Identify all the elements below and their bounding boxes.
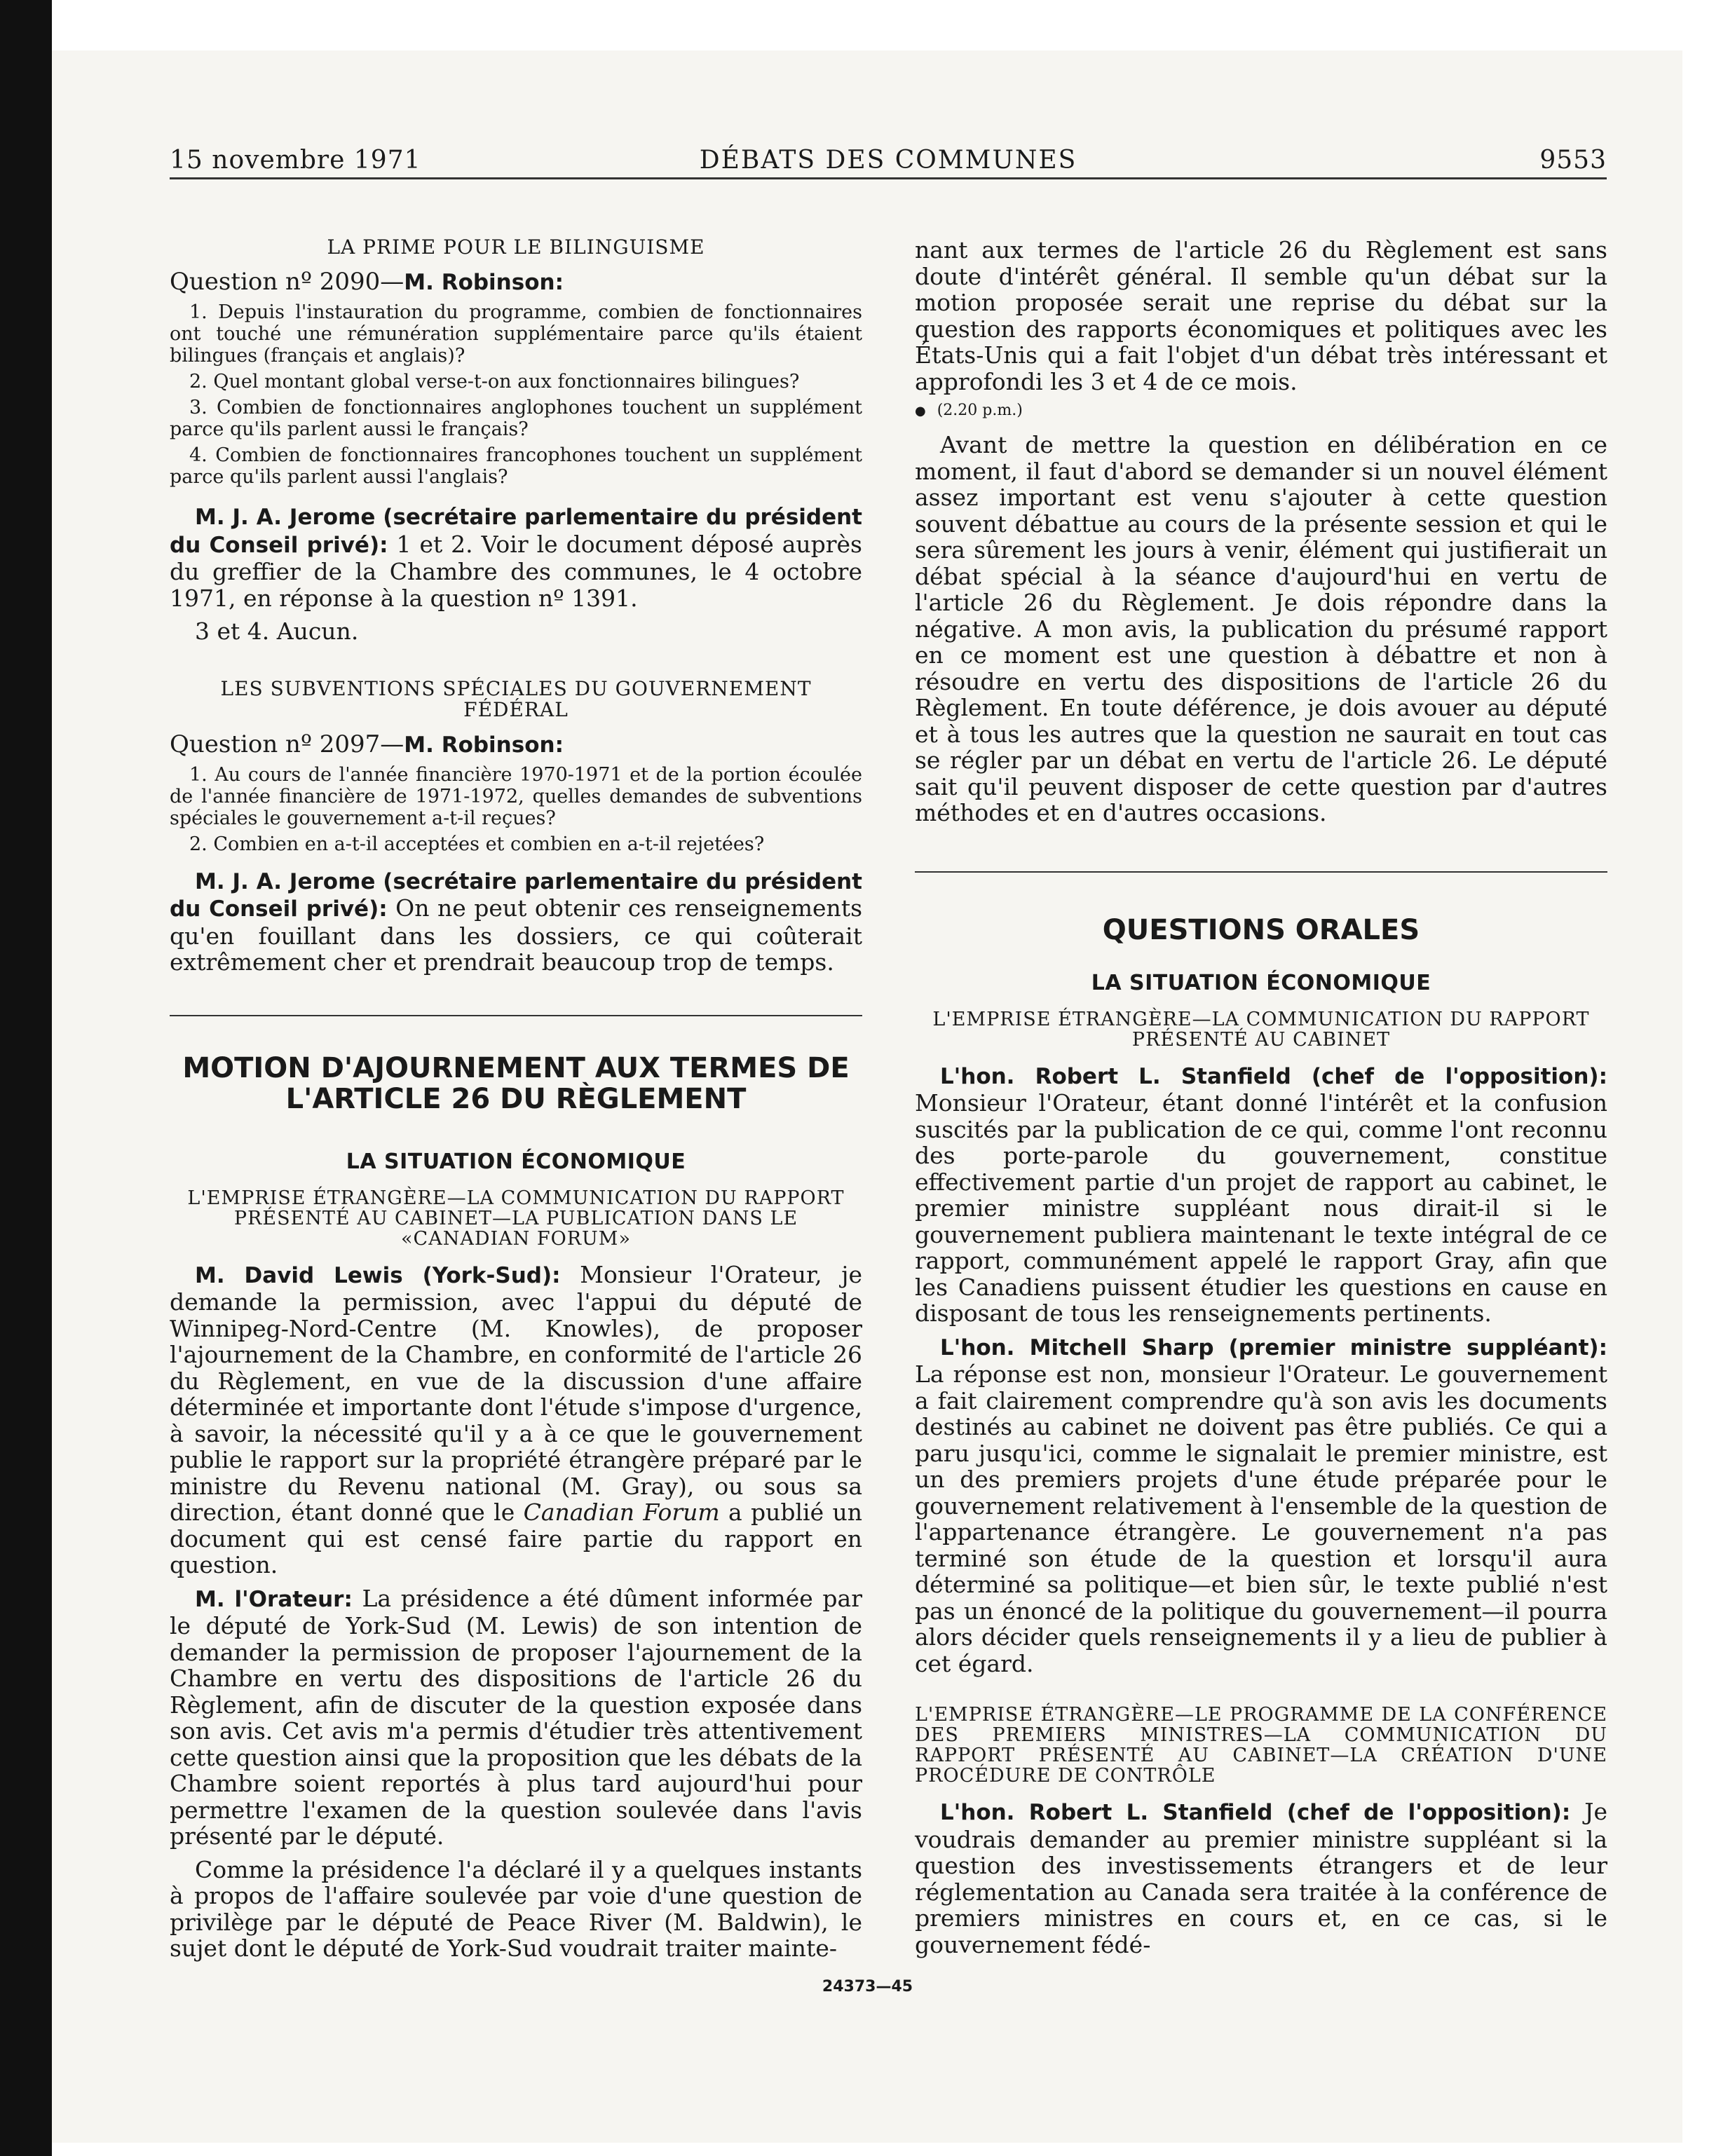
section-divider — [170, 1015, 862, 1016]
speaker-name: M. J. A. Jerome (secrétaire parlementaire du président du Conseil privé): — [170, 505, 862, 558]
right-column — [915, 237, 1607, 1965]
speaker-name: L'hon. Robert L. Stanfield (chef de l'opposition): — [940, 1063, 1607, 1089]
answer-text: 1 et 2. Voir le document déposé auprès du greffier de la Chambre des communes, le 4 octobre 1971, en réponse à la question nº 1391. — [170, 530, 862, 612]
oral-section-heading: LA SITUATION ÉCONOMIQUE — [1091, 970, 1431, 995]
section-divider — [915, 871, 1607, 873]
time-marker — [915, 402, 1607, 419]
stanfield-question — [915, 1063, 1607, 1327]
header-title: DÉBATS DES COMMUNES — [699, 146, 1077, 175]
page-number: 9553 — [1539, 146, 1607, 175]
statement-text: Monsieur l'Orateur, je demande la permission, avec l'appui du député de Winnipeg-Nord-Centre (M. Knowles), de proposer l'ajournement de la Chambre, en conformité de l'article 26 du Règlement, en vue de la discussion d'une affaire déterminée et importante dont l'étude s'impose d'urgence, à savoir, la nécessité qu'il y a à ce que le gouvernement publie le rapport sur la propriété étrangère préparé par le ministre du Revenu national (M. Gray), ou sous sa direction, étant donné que le — [170, 1260, 862, 1526]
orateur-statement — [170, 1585, 862, 1850]
printer-code: 24373—45 — [822, 1978, 913, 1995]
speaker-name: L'hon. Mitchell Sharp (premier ministre suppléant): — [940, 1335, 1607, 1360]
header-date: 15 novembre 1971 — [170, 146, 421, 175]
speaker-name: M. l'Orateur: — [195, 1586, 353, 1612]
question-speaker: M. Robinson: — [404, 270, 564, 295]
left-column — [170, 237, 862, 1969]
speaker-name: M. David Lewis (York-Sud): — [195, 1262, 561, 1288]
scan-black-edge — [0, 0, 52, 2156]
question-item: 2. Quel montant global verse-t-on aux fonctionnaires bilingues? — [189, 371, 800, 393]
statement-text: Je voudrais demander au premier ministre suppléant si la question des investissements étrangers et de leur réglementation au Canada sera traitée à la conférence de premiers ministres en cours et, en ce cas, si le gouvernement fédé- — [915, 1798, 1607, 1958]
question-number: Question nº 2090— — [170, 268, 404, 296]
time-text: (2.20 p.m.) — [937, 402, 1023, 419]
speaker-name: M. J. A. Jerome (secrétaire parlementaire du président du Conseil privé): — [170, 868, 862, 922]
statement-text: La présidence a été dûment informée par le député de York-Sud (M. Lewis) de son intention de demander la permission de proposer l'ajournement de la Chambre en vertu des dispositions de l'article 26 du Règlement, afin de discuter de la question exposée dans son avis. Cet avis m'a permis d'étudier très attentivement cette question ainsi que la proposition que les débats de la Chambre soient reportés à plus tard aujourd'hui pour permettre l'examen de la question soulevée dans l'avis présenté par le député. — [170, 1584, 862, 1850]
running-header — [170, 144, 1607, 179]
question-item: 4. Combien de fonctionnaires francophones touchent un supplément parce qu'ils parlent aussi l'anglais? — [170, 444, 862, 488]
lewis-statement — [170, 1262, 862, 1578]
oral-questions-title: QUESTIONS ORALES — [1102, 913, 1420, 946]
question-number: Question nº 2097— — [170, 730, 404, 758]
statement-text: Monsieur l'Orateur, étant donné l'intérêt et la confusion suscités par la publication de ce qui, comme l'ont reconnu des porte-parole du gouvernement, constitue effectivement partie d'un projet de rapport au cabinet, le premier ministre suppléant nous dirait-il si le gouvernement publiera maintenant le texte intégral de ce rapport, communément appelé le rapport Gray, afin que les Canadiens puissent étudier les questions en cause en disposant de tous les renseignements pertinents. — [915, 1089, 1607, 1327]
motion-title-line-2: L'ARTICLE 26 DU RÈGLEMENT — [285, 1082, 747, 1115]
question-2090-heading — [170, 268, 862, 296]
stanfield-question-2 — [915, 1799, 1607, 1958]
motion-title — [170, 1053, 862, 1114]
speaker-name: L'hon. Robert L. Stanfield (chef de l'opposition): — [940, 1800, 1571, 1825]
section-title-subventions: LES SUBVENTIONS SPÉCIALES DU GOUVERNEMENT FÉDÉRAL — [220, 676, 812, 721]
question-2097-heading — [170, 730, 862, 758]
motion-section-heading: LA SITUATION ÉCONOMIQUE — [346, 1149, 686, 1174]
oral-subheading: L'EMPRISE ÉTRANGÈRE—LA COMMUNICATION DU RAPPORT PRÉSENTÉ AU CABINET — [932, 1008, 1590, 1051]
motion-subheading: L'EMPRISE ÉTRANGÈRE—LA COMMUNICATION DU RAPPORT PRÉSENTÉ AU CABINET—LA PUBLICATION DANS LE «CANADIAN FORUM» — [187, 1187, 845, 1250]
bullet-icon: ● — [915, 404, 926, 418]
question-item: 1. Au cours de l'année financière 1970-1971 et de la portion écoulée de l'année financière de 1971-1972, quelles demandes de subventions spéciales le gouvernement a-t-il reçues? — [170, 763, 862, 829]
statement-text: a publié un document qui est censé faire partie du rapport en question. — [170, 1499, 862, 1578]
sharp-answer — [915, 1334, 1607, 1677]
oral-subheading-2: L'EMPRISE ÉTRANGÈRE—LE PROGRAMME DE LA CONFÉRENCE DES PREMIERS MINISTRES—LA COMMUNICATION DU RAPPORT PRÉSENTÉ AU CABINET—LA CRÉATION D'UNE PROCÉDURE DE CONTRÔLE — [915, 1704, 1607, 1787]
scan-top-margin — [52, 0, 1735, 50]
section-title-bilinguisme: LA PRIME POUR LE BILINGUISME — [327, 236, 705, 259]
question-item: 2. Combien en a-t-il acceptées et combien en a-t-il rejetées? — [189, 833, 765, 855]
question-item: 1. Depuis l'instauration du programme, combien de fonctionnaires ont touché une rémunération supplémentaire parce qu'ils étaient bilingues (français et anglais)? — [170, 301, 862, 367]
answer-2090 — [170, 503, 862, 611]
answer-2090-part2: 3 et 4. Aucun. — [195, 618, 359, 645]
question-item: 3. Combien de fonctionnaires anglophones touchent un supplément parce qu'ils parlent aussi le français? — [170, 397, 862, 440]
publication-name: Canadian Forum — [523, 1499, 720, 1526]
answer-text: On ne peut obtenir ces renseignements qu'en fouillant dans les dossiers, ce qui coûterait extrêmement cher et prendrait beaucoup trop de temps. — [170, 894, 863, 976]
motion-title-line-1: MOTION D'AJOURNEMENT AUX TERMES DE — [182, 1051, 850, 1084]
orateur-ruling: Avant de mettre la question en délibération en ce moment, il faut d'abord se demander si un nouvel élément assez important est venu s'ajouter à cette question souvent débattue au cours de la présente session et qui le sera sûrement les jours à venir, élément qui justifierait un débat spécial à la séance d'aujourd'hui en vertu de l'article 26 du Règlement. Je dois répondre dans la négative. A mon avis, la publication du présumé rapport en ce moment est une question à débattre et non à résoudre en vertu des dispositions de l'article 26 du Règlement. En toute déférence, je dois avouer au député et à tous les autres que la question ne saurait en tout cas se régler par un débat en vertu de l'article 26. Le député sait qu'il peuvent disposer de cette question par d'autres méthodes et en d'autres occasions. — [915, 431, 1607, 826]
orateur-statement-cont: Comme la présidence l'a déclaré il y a quelques instants à propos de l'affaire soulevée par voie d'une question de privilège par le député de Peace River (M. Baldwin), le sujet dont le député de York-Sud voudrait traiter mainte- — [170, 1855, 862, 1962]
question-speaker: M. Robinson: — [404, 732, 564, 758]
statement-text: La réponse est non, monsieur l'Orateur. Le gouvernement a fait clairement comprendre qu'à son avis les documents destinés au cabinet ne doivent pas être publiés. Ce qui a paru jusqu'ici, comme le signalait le premier ministre, est un des premiers projets d'une étude préparée pour le gouvernement relativement à l'ensemble de la question de l'appartenance étrangère. Le gouvernement n'a pas terminé son étude de la question et lorsqu'il aura déterminé sa politique—et bien sûr, le texte publié n'est pas un énoncé de la politique du gouvernement—il pourra alors décider quels renseignements il y a lieu de publier à cet égard. — [915, 1360, 1607, 1677]
orateur-continuation: nant aux termes de l'article 26 du Règlement est sans doute d'intérêt général. Il semble qu'un débat sur la motion proposée serait une reprise du débat sur la question des rapports économiques et politiques avec les États-Unis qui a fait l'objet d'un débat très intéressant et approfondi les 3 et 4 de ce mois. — [915, 236, 1607, 395]
answer-2097 — [170, 868, 862, 976]
